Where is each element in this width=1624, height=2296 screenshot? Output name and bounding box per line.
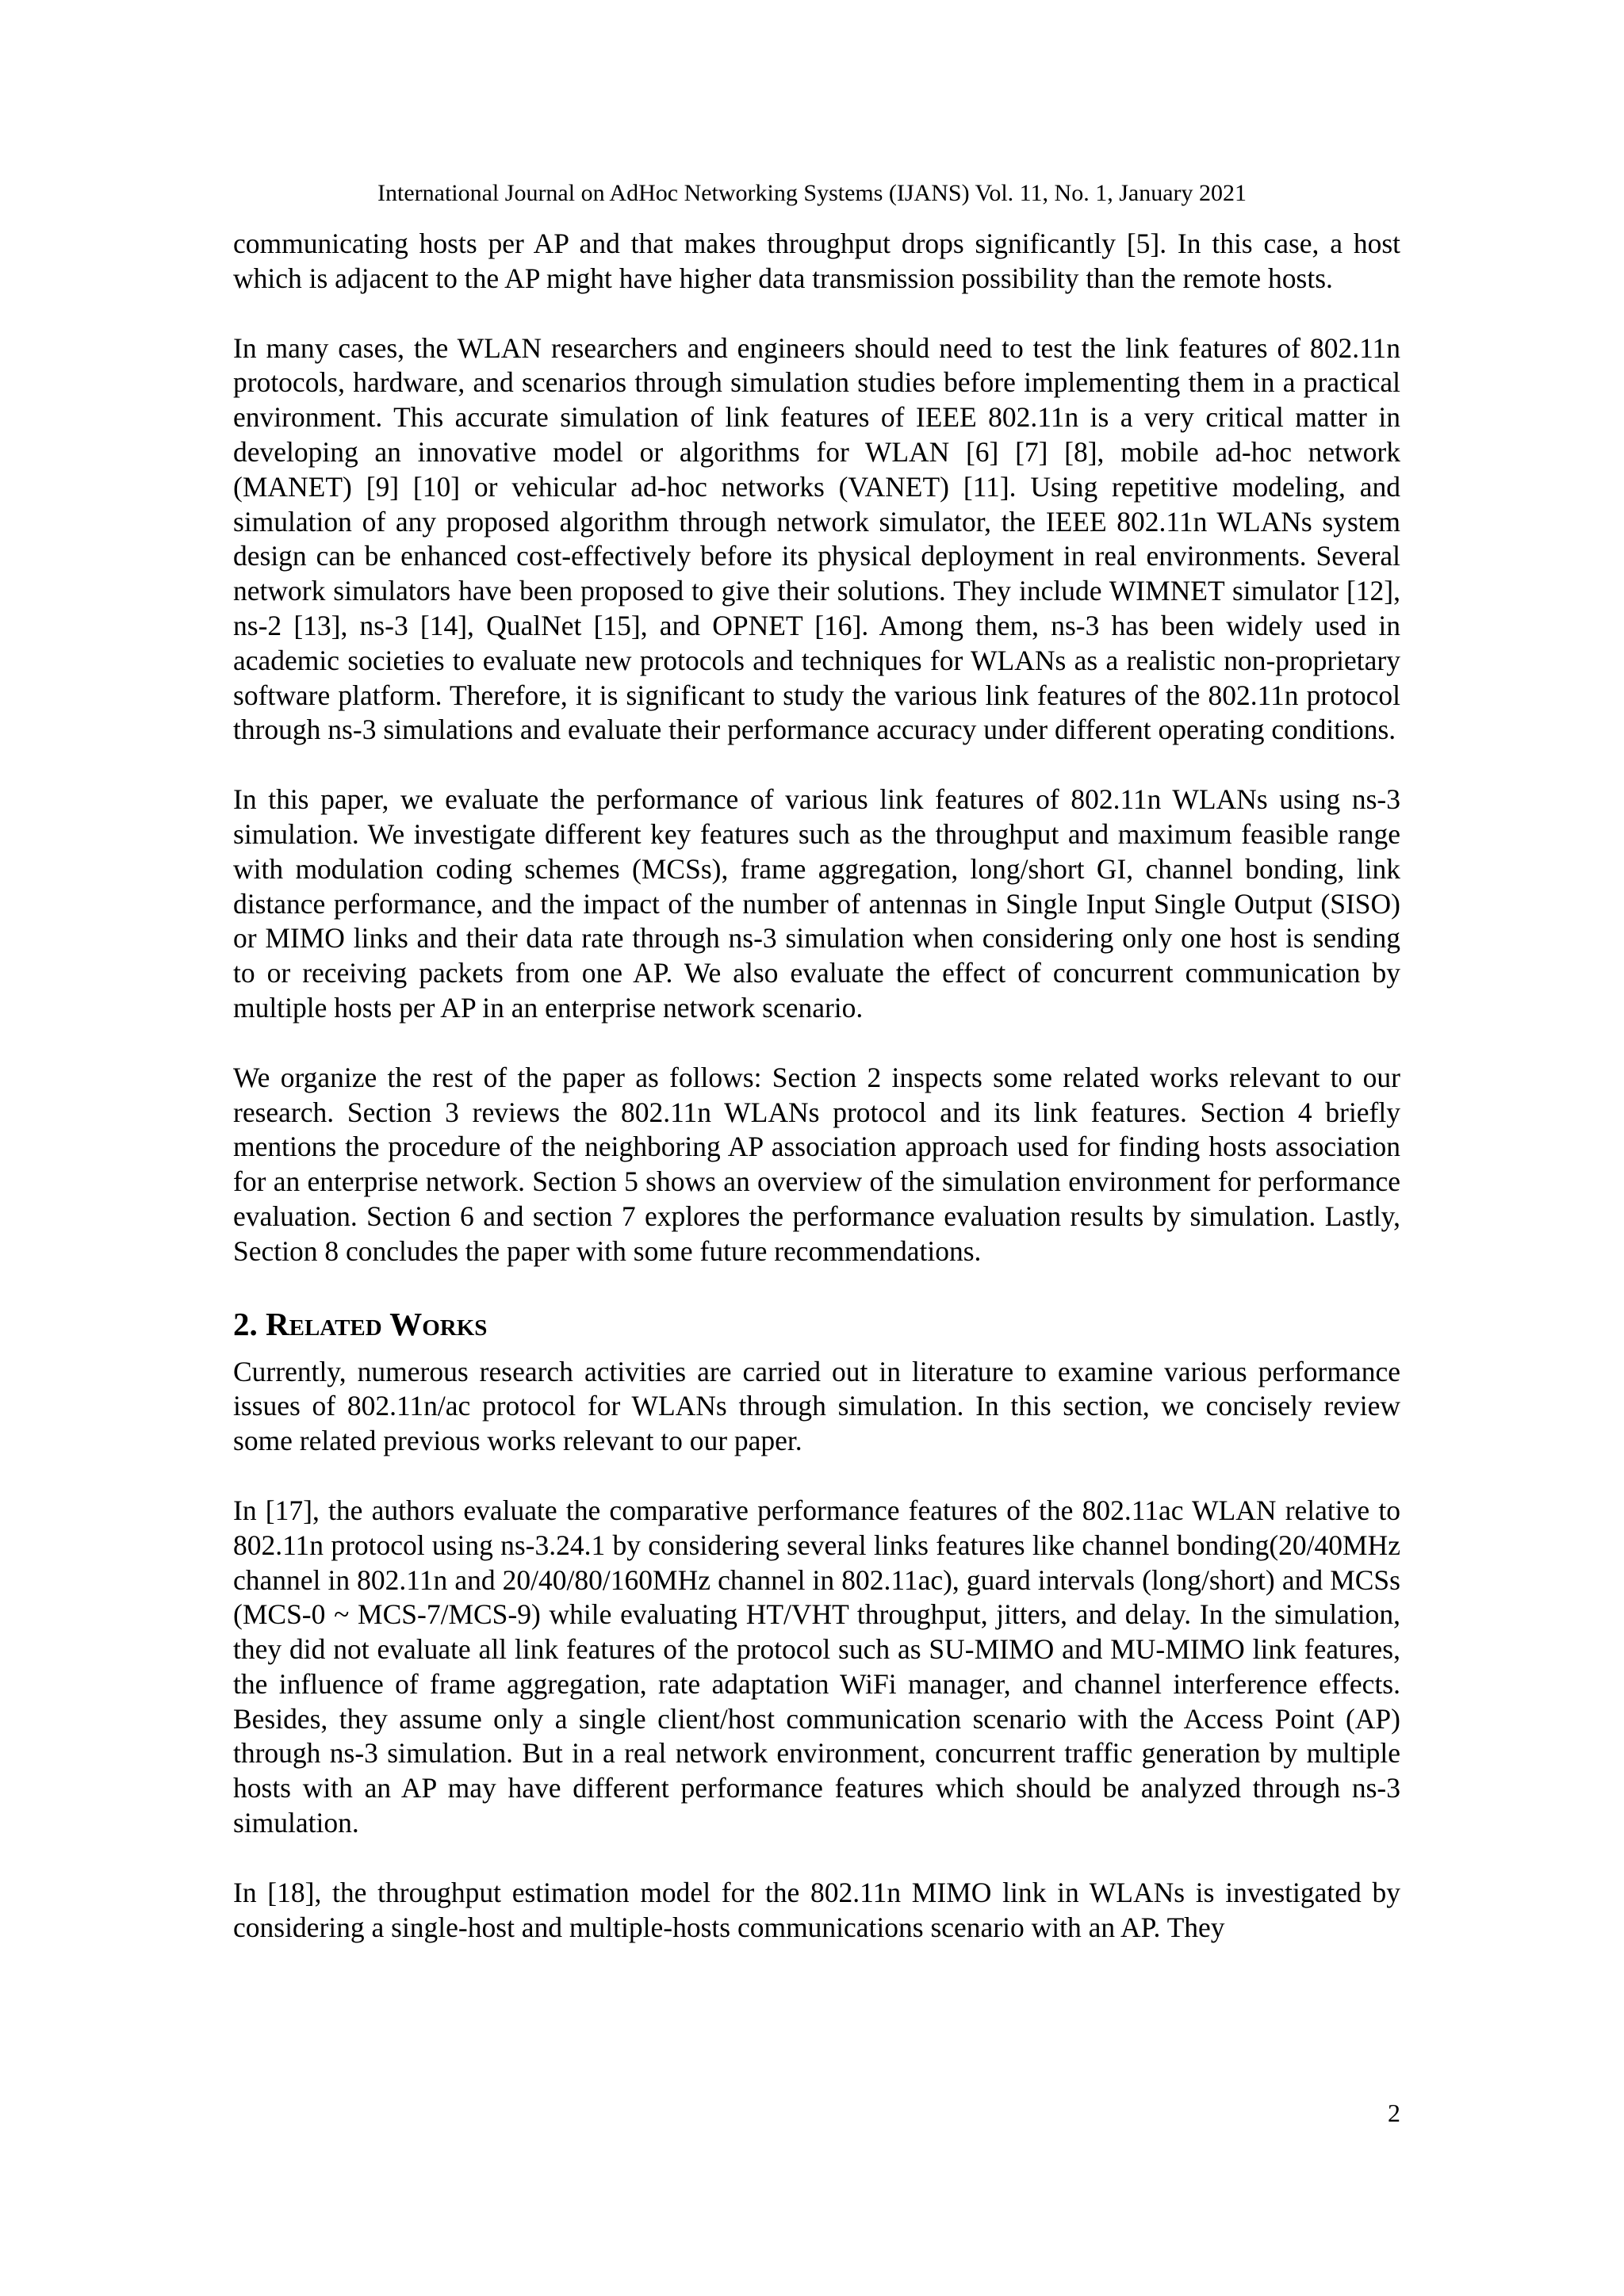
section-heading-related-works	[233, 1304, 1400, 1344]
page-content	[233, 227, 1400, 1980]
paragraph-intro-2: In many cases, the WLAN researchers and engineers should need to test the link features of 802.11n protocols, hardware, and scenarios through simulation studies before implementing them in a practical environment. This accurate simulation of link features of IEEE 802.11n is a very critical matter in developing an innovative model or algorithms for WLAN [6] [7] [8], mobile ad-hoc network (MANET) [9] [10] or vehicular ad-hoc networks (VANET) [11]. Using repetitive modeling, and simulation of any proposed algorithm through network simulator, the IEEE 802.11n WLANs system design can be enhanced cost-effectively before its physical deployment in real environments. Several network simulators have been proposed to give their solutions. They include WIMNET simulator [12], ns-2 [13], ns-3 [14], QualNet [15], and OPNET [16]. Among them, ns-3 has been widely used in academic societies to evaluate new protocols and techniques for WLANs as a realistic non-proprietary software platform. Therefore, it is significant to study the various link features of the 802.11n protocol through ns-3 simulations and evaluate their performance accuracy under different operating conditions.	[233, 331, 1400, 746]
paragraph-related-1: Currently, numerous research activities are carried out in literature to examine various performance issues of 802.11n/ac protocol for WLANs through simulation. In this section, we concisely review some related previous works relevant to our paper.	[233, 1355, 1400, 1457]
section-title: Related Works	[266, 1305, 488, 1342]
paragraph-intro-1: communicating hosts per AP and that makes throughput drops significantly [5]. In this case, a host which is adjacent to the AP might have higher data transmission possibility than the remote hosts.	[233, 228, 1400, 294]
paragraph-related-2: In [17], the authors evaluate the comparative performance features of the 802.11ac WLAN relative to 802.11n protocol using ns-3.24.1 by considering several links features like channel bonding(20/40MHz channel in 802.11n and 20/40/80/160MHz channel in 802.11ac), guard intervals (long/short) and MCSs (MCS-0 ~ MCS-7/MCS-9) while evaluating HT/VHT throughput, jitters, and delay. In the simulation, they did not evaluate all link features of the protocol such as SU-MIMO and MU-MIMO link features, the influence of frame aggregation, rate adaptation WiFi manager, and channel interference effects. Besides, they assume only a single client/host communication scenario with the Access Point (AP) through ns-3 simulation. But in a real network environment, concurrent traffic generation by multiple hosts with an AP may have different performance features which should be analyzed through ns-3 simulation.	[233, 1494, 1400, 1839]
paragraph-related-3: In [18], the throughput estimation model for the 802.11n MIMO link in WLANs is investigated by considering a single-host and multiple-hosts communications scenario with an AP. They	[233, 1876, 1400, 1943]
page-number: 2	[1388, 2099, 1400, 2127]
running-header: International Journal on AdHoc Networking Systems (IJANS) Vol. 11, No. 1, January 2021	[377, 180, 1247, 206]
paragraph-intro-3: In this paper, we evaluate the performance of various link features of 802.11n WLANs using ns-3 simulation. We investigate different key features such as the throughput and maximum feasible range with modulation coding schemes (MCSs), frame aggregation, long/short GI, channel bonding, link distance performance, and the impact of the number of antennas in Single Input Single Output (SISO) or MIMO links and their data rate through ns-3 simulation when considering only one host is sending to or receiving packets from one AP. We also evaluate the effect of concurrent communication by multiple hosts per AP in an enterprise network scenario.	[233, 783, 1400, 1024]
section-number: 2.	[233, 1305, 266, 1342]
paragraph-intro-4: We organize the rest of the paper as follows: Section 2 inspects some related works relevant to our research. Section 3 reviews the 802.11n WLANs protocol and its link features. Section 4 briefly mentions the procedure of the neighboring AP association approach used for finding hosts association for an enterprise network. Section 5 shows an overview of the simulation environment for performance evaluation. Section 6 and section 7 explores the performance evaluation results by simulation. Lastly, Section 8 concludes the paper with some future recommendations.	[233, 1061, 1400, 1267]
